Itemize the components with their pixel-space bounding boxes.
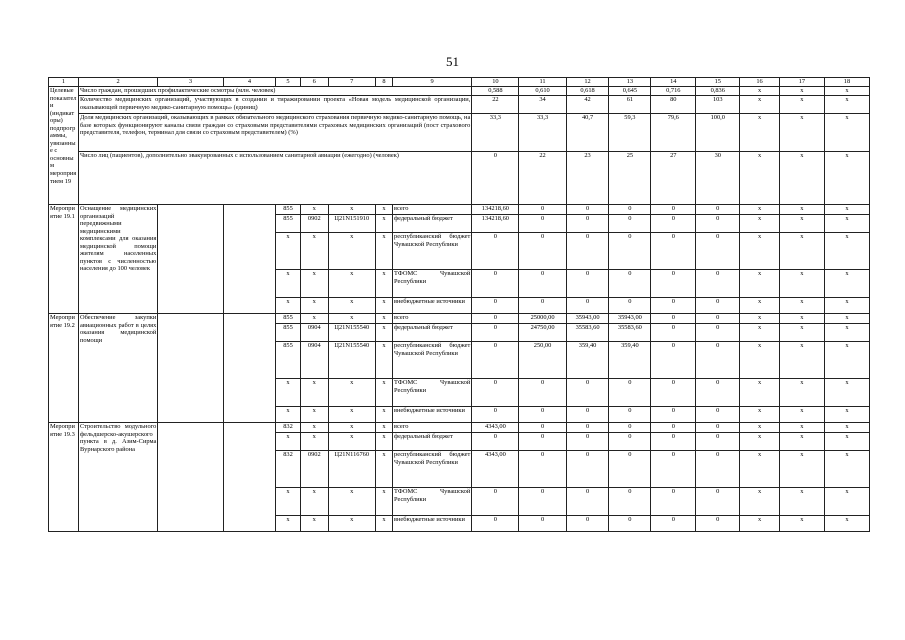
funding-value: 0 [696,433,740,451]
target-value: 33,3 [472,114,519,152]
column-number: 11 [519,78,566,87]
funding-value: 0 [696,205,740,215]
column-number: 18 [824,78,869,87]
funding-value: 0 [609,407,651,423]
target-value: 0,645 [609,87,651,96]
responsible-cell [158,205,223,314]
budget-code: x [375,451,392,488]
funding-value: 0 [472,270,519,298]
column-number: 7 [328,78,375,87]
budget-code: 855 [276,215,301,233]
measure-name: Оснащение медицинских организаций передвижными медицинскими комплексами для оказания медицинской помощи жителям населенных пунктов с численностью населения до 100 человек [79,205,158,314]
target-row [49,152,870,205]
column-number: 15 [696,78,740,87]
target-value: x [779,96,824,114]
column-number: 1 [49,78,79,87]
funding-value: 25000,00 [519,314,566,324]
funding-value: 24750,00 [519,324,566,342]
funding-value: 0 [696,233,740,270]
funding-value: 0 [651,205,696,215]
target-value: 61 [609,96,651,114]
target-value: x [740,87,780,96]
budget-code: 0904 [300,342,328,379]
budget-code: x [300,233,328,270]
funding-value: 0 [519,423,566,433]
column-number: 12 [566,78,609,87]
funding-value: 0 [651,433,696,451]
measure-label: Мероприятие 19.2 [49,314,79,423]
funding-source: федеральный бюджет [393,324,472,342]
funding-value: 0 [519,205,566,215]
funding-value: 0 [472,314,519,324]
budget-code: 0902 [300,215,328,233]
budget-code: x [328,516,375,532]
budget-code: x [328,488,375,516]
funding-value: 0 [566,407,609,423]
column-number: 5 [276,78,301,87]
funding-value: x [740,233,780,270]
funding-source: республиканский бюджет Чувашской Республики [393,233,472,270]
funding-value: 0 [566,215,609,233]
funding-value: 0 [651,423,696,433]
budget-code: 855 [276,314,301,324]
target-value: 0,588 [472,87,519,96]
coexecutor-cell [223,314,276,423]
funding-value: x [779,451,824,488]
budget-code: 855 [276,342,301,379]
funding-source: внебюджетные источники [393,516,472,532]
funding-value: 0 [609,233,651,270]
funding-value: x [779,314,824,324]
column-number: 14 [651,78,696,87]
funding-value: 0 [472,298,519,314]
target-value: x [779,114,824,152]
funding-value: x [824,342,869,379]
target-value: x [740,96,780,114]
target-value: x [740,114,780,152]
funding-value: x [779,516,824,532]
funding-value: x [779,342,824,379]
budget-code: x [276,298,301,314]
budget-code: x [375,433,392,451]
budget-code: x [300,433,328,451]
column-number: 2 [79,78,158,87]
target-value: x [740,152,780,205]
funding-value: 0 [609,433,651,451]
measure-label: Мероприятие 19.3 [49,423,79,532]
funding-value: x [779,407,824,423]
funding-value: 0 [519,215,566,233]
budget-code: x [300,423,328,433]
funding-value: 0 [519,233,566,270]
budget-code: x [328,270,375,298]
funding-value: 0 [566,379,609,407]
budget-code: x [328,298,375,314]
funding-value: x [740,314,780,324]
budget-code: x [300,314,328,324]
funding-value: 0 [566,270,609,298]
funding-value: x [824,233,869,270]
funding-value: x [824,423,869,433]
budget-code: x [300,298,328,314]
funding-value: 0 [566,451,609,488]
target-text: Количество медицинских организаций, участвующих в создании и тиражировании проекта «Новая модель медицинской организации, оказывающей первичную медико-санитарную помощь» (единиц) [79,96,472,114]
funding-value: x [779,379,824,407]
funding-value: 35583,60 [609,324,651,342]
funding-value: x [740,342,780,379]
funding-value: x [740,324,780,342]
funding-value: x [779,233,824,270]
measure-row [49,314,870,324]
funding-value: x [740,451,780,488]
funding-value: x [824,314,869,324]
measure-name: Строительство модульного фельдшерско-акушерского пункта в д. Азим-Сирма Вурнарского района [79,423,158,532]
funding-value: 359,40 [609,342,651,379]
funding-value: 0 [696,314,740,324]
funding-value: x [740,433,780,451]
budget-code: 855 [276,324,301,342]
target-value: 80 [651,96,696,114]
funding-value: x [824,488,869,516]
funding-value: 0 [696,488,740,516]
funding-value: 0 [472,324,519,342]
budget-code: x [375,379,392,407]
budget-code: x [375,516,392,532]
budget-code: 855 [276,205,301,215]
budget-code: x [375,407,392,423]
measure-name: Обеспечение закупки авиационных работ в целях оказания медицинской помощи [79,314,158,423]
funding-value: 0 [472,233,519,270]
funding-value: x [824,270,869,298]
target-value: x [824,87,869,96]
target-value: 0,618 [566,87,609,96]
funding-value: 0 [472,433,519,451]
funding-value: 0 [609,270,651,298]
target-text: Число лиц (пациентов), дополнительно эвакуированных с использованием санитарной авиации (ежегодно) (человек) [79,152,472,205]
funding-value: x [740,298,780,314]
budget-code: Ц21N155540 [328,324,375,342]
budget-code: x [328,314,375,324]
budget-code: Ц21N151910 [328,215,375,233]
funding-value: x [824,433,869,451]
funding-value: 0 [566,205,609,215]
coexecutor-cell [223,423,276,532]
coexecutor-cell [223,205,276,314]
funding-value: 0 [651,324,696,342]
funding-value: 0 [472,488,519,516]
column-number: 16 [740,78,780,87]
funding-value: x [824,407,869,423]
funding-value: x [740,379,780,407]
budget-code: x [300,270,328,298]
target-value: 0,836 [696,87,740,96]
budget-code: x [328,205,375,215]
budget-code: x [328,423,375,433]
target-value: 0,716 [651,87,696,96]
funding-source: всего [393,314,472,324]
funding-source: внебюджетные источники [393,407,472,423]
target-value: 23 [566,152,609,205]
funding-value: 0 [651,215,696,233]
budget-code: Ц21N155540 [328,342,375,379]
funding-value: x [779,423,824,433]
funding-source: республиканский бюджет Чувашской Республики [393,342,472,379]
target-value: 103 [696,96,740,114]
target-value: x [779,87,824,96]
target-value: 40,7 [566,114,609,152]
budget-code: x [276,488,301,516]
column-number: 3 [158,78,223,87]
funding-value: 0 [651,233,696,270]
budget-code: x [328,433,375,451]
funding-value: x [740,407,780,423]
budget-code: x [375,215,392,233]
funding-value: 0 [472,516,519,532]
responsible-cell [158,423,223,532]
measure-row [49,423,870,433]
funding-value: x [824,379,869,407]
budget-code: x [276,379,301,407]
funding-value: 0 [651,451,696,488]
funding-value: 0 [651,270,696,298]
budget-code: 0902 [300,451,328,488]
funding-value: x [740,215,780,233]
target-value: 22 [472,96,519,114]
funding-value: 35943,00 [566,314,609,324]
funding-value: 0 [696,215,740,233]
funding-value: 0 [566,298,609,314]
target-value: 42 [566,96,609,114]
target-value: 34 [519,96,566,114]
funding-value: x [824,451,869,488]
page-number: 51 [446,54,459,69]
budget-code: x [375,270,392,298]
funding-value: 0 [696,423,740,433]
funding-value: x [779,488,824,516]
target-value: 0 [472,152,519,205]
budget-code: x [328,379,375,407]
column-number: 13 [609,78,651,87]
budget-code: x [375,324,392,342]
funding-value: 0 [651,342,696,379]
funding-value: 0 [651,516,696,532]
budget-code: x [276,407,301,423]
program-table [48,77,870,532]
measure-row [49,205,870,215]
target-row [49,96,870,114]
funding-value: 0 [519,298,566,314]
funding-source: всего [393,423,472,433]
funding-value: 0 [696,516,740,532]
target-value: 27 [651,152,696,205]
target-value: 30 [696,152,740,205]
target-value: 33,3 [519,114,566,152]
target-value: 100,0 [696,114,740,152]
funding-value: 0 [609,379,651,407]
funding-value: 0 [651,407,696,423]
funding-value: 0 [696,451,740,488]
funding-value: x [740,516,780,532]
funding-value: x [824,516,869,532]
funding-value: 0 [519,407,566,423]
target-row [49,87,870,96]
funding-value: 0 [566,516,609,532]
budget-code: x [300,488,328,516]
target-value: x [779,152,824,205]
funding-value: 35943,00 [609,314,651,324]
funding-source: федеральный бюджет [393,215,472,233]
funding-value: 134218,60 [472,205,519,215]
funding-value: 134218,60 [472,215,519,233]
target-value: 79,6 [651,114,696,152]
budget-code: x [328,407,375,423]
target-value: 59,3 [609,114,651,152]
funding-source: всего [393,205,472,215]
budget-code: 832 [276,451,301,488]
budget-code: x [375,233,392,270]
funding-value: x [740,205,780,215]
column-number: 4 [223,78,276,87]
budget-code: x [375,298,392,314]
measure-label: Мероприятие 19.1 [49,205,79,314]
funding-value: x [824,215,869,233]
funding-value: 0 [651,488,696,516]
funding-value: x [779,215,824,233]
funding-value: 0 [566,433,609,451]
funding-value: x [779,433,824,451]
funding-value: 0 [609,423,651,433]
funding-value: x [779,324,824,342]
funding-value: 0 [519,433,566,451]
funding-value: 0 [566,423,609,433]
funding-value: 0 [566,488,609,516]
funding-value: x [779,298,824,314]
target-value: x [824,152,869,205]
funding-value: 0 [609,488,651,516]
funding-value: 0 [519,270,566,298]
column-number: 9 [393,78,472,87]
funding-source: республиканский бюджет Чувашской Республики [393,451,472,488]
funding-value: 0 [519,451,566,488]
funding-value: x [779,270,824,298]
budget-code: x [300,379,328,407]
budget-code: x [375,488,392,516]
funding-value: 0 [472,407,519,423]
funding-value: 0 [651,379,696,407]
target-value: x [824,96,869,114]
budget-code: x [328,233,375,270]
funding-value: 0 [519,379,566,407]
target-value: 0,610 [519,87,566,96]
column-number: 17 [779,78,824,87]
funding-value: 0 [696,324,740,342]
budget-code: x [300,205,328,215]
targets-label: Целевые показатели (индикаторы) подпрограммы, увязанные с основным мероприятием 19 [49,87,79,205]
funding-source: ТФОМС Чувашской Республики [393,488,472,516]
budget-code: x [375,205,392,215]
column-number: 8 [375,78,392,87]
funding-value: x [740,488,780,516]
funding-value: 0 [472,342,519,379]
target-value: 25 [609,152,651,205]
funding-source: ТФОМС Чувашской Республики [393,379,472,407]
budget-code: x [300,407,328,423]
target-value: 22 [519,152,566,205]
funding-value: x [740,270,780,298]
budget-code: 0904 [300,324,328,342]
column-number: 6 [300,78,328,87]
funding-value: 0 [696,379,740,407]
funding-value: 0 [609,451,651,488]
target-text: Доля медицинских организаций, оказывающих в рамках обязательного медицинского страхования первичную медико-санитарную помощь, на базе которых функционируют каналы связи граждан со страховыми представителями страховых медицинских организаций (пост страхового представителя, телефон, терминал для связи со страховым представителем) (%) [79,114,472,152]
funding-source: ТФОМС Чувашской Республики [393,270,472,298]
budget-code: x [375,423,392,433]
budget-code: x [300,516,328,532]
funding-value: x [740,423,780,433]
funding-value: 4343,00 [472,451,519,488]
budget-code: x [375,342,392,379]
funding-value: x [824,298,869,314]
budget-code: x [276,233,301,270]
funding-source: внебюджетные источники [393,298,472,314]
funding-value: 0 [519,516,566,532]
funding-value: 0 [651,314,696,324]
funding-value: x [824,205,869,215]
funding-value: 0 [566,233,609,270]
target-row [49,114,870,152]
column-number: 10 [472,78,519,87]
funding-value: 0 [472,379,519,407]
funding-value: 0 [609,215,651,233]
funding-value: 35583,60 [566,324,609,342]
funding-value: 0 [609,298,651,314]
budget-code: Ц21N116760 [328,451,375,488]
funding-value: 0 [609,205,651,215]
funding-value: 0 [696,407,740,423]
funding-value: x [779,205,824,215]
funding-value: 359,40 [566,342,609,379]
budget-code: x [276,433,301,451]
funding-value: 0 [696,342,740,379]
funding-value: 0 [696,270,740,298]
funding-value: 0 [651,298,696,314]
funding-value: 0 [609,516,651,532]
funding-value: 250,00 [519,342,566,379]
funding-value: x [824,324,869,342]
funding-value: 0 [696,298,740,314]
budget-code: x [276,270,301,298]
target-value: x [824,114,869,152]
funding-value: 0 [519,488,566,516]
funding-source: федеральный бюджет [393,433,472,451]
target-text: Число граждан, прошедших профилактические осмотры (млн. человек) [79,87,472,96]
column-number-row [49,78,870,87]
budget-code: x [375,314,392,324]
budget-code: x [276,516,301,532]
budget-code: 832 [276,423,301,433]
responsible-cell [158,314,223,423]
funding-value: 4343,00 [472,423,519,433]
